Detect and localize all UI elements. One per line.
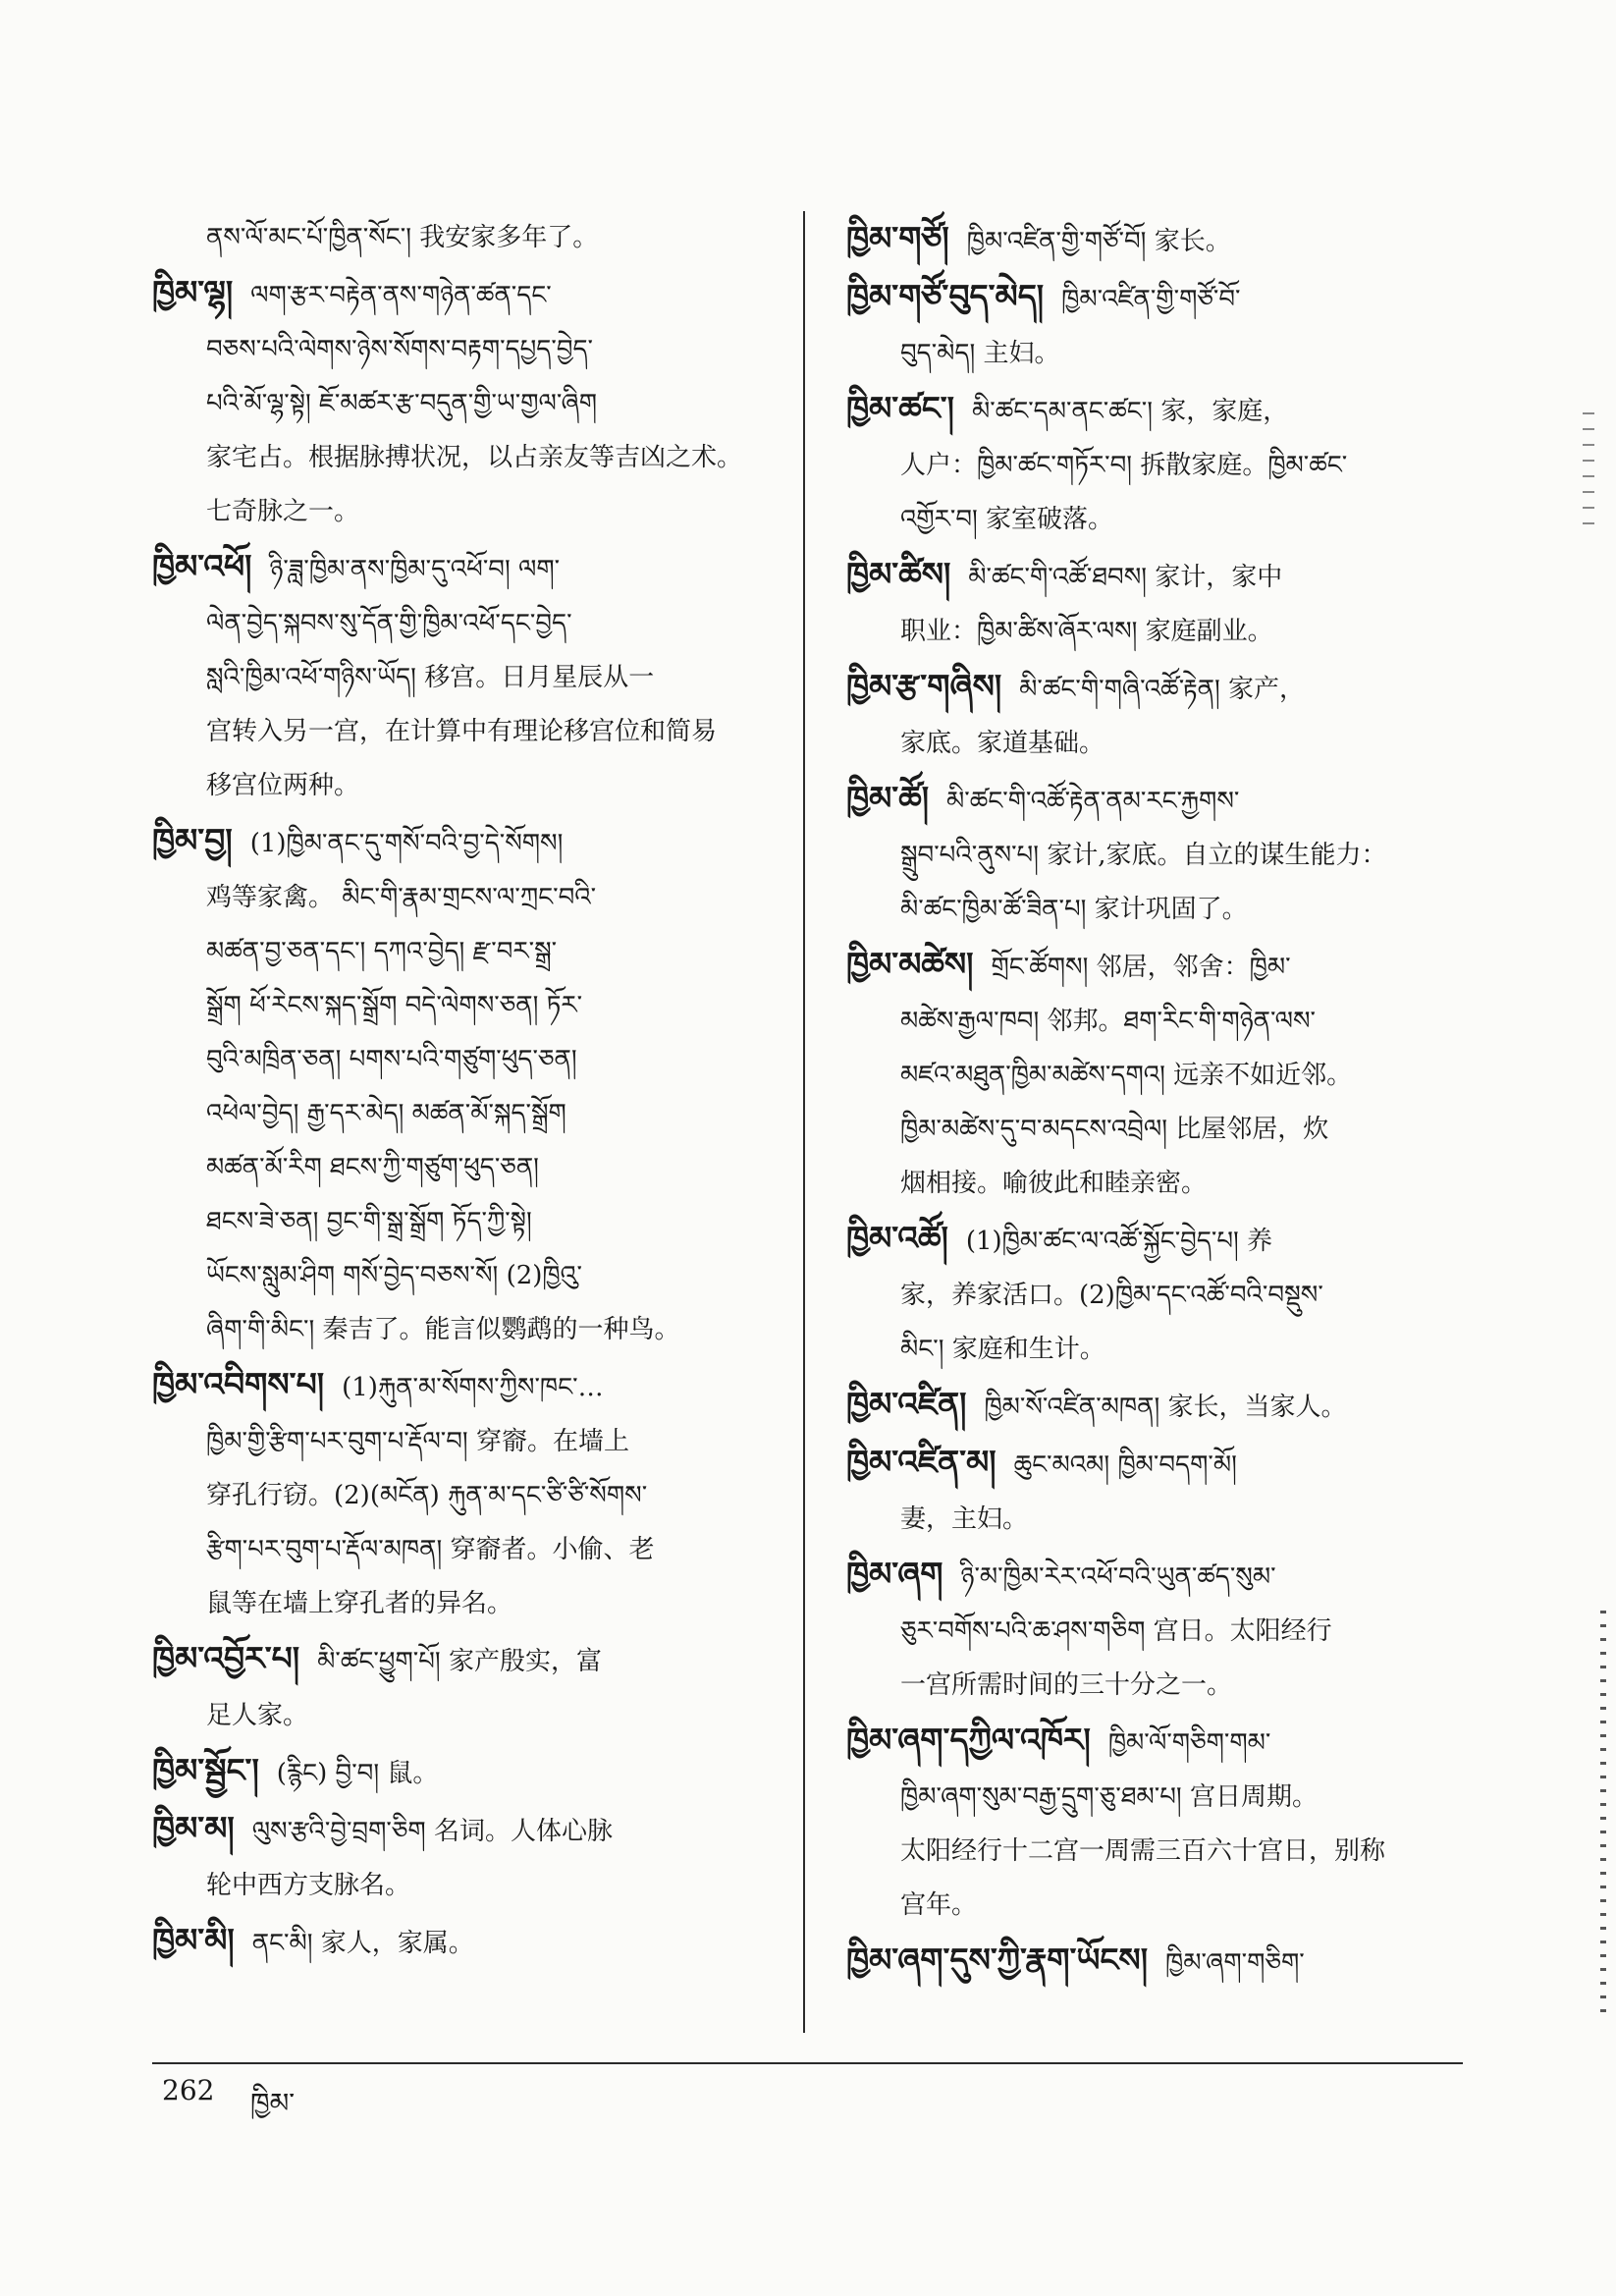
entry-line: ཆུང་མའམ། ཁྱིམ་བདག་མོ། — [1013, 1450, 1237, 1480]
entry-line: (1)རྐུན་མ་སོགས་ཀྱིས་ཁང་… — [342, 1373, 604, 1402]
footer-rule — [152, 2062, 1463, 2064]
entry-line: མིང་། 家庭和生计。 — [900, 1335, 1105, 1364]
entry-line: ཁྱིམ་སོ་འཛིན་མཁན། 家长，当家人。 — [984, 1393, 1347, 1422]
entry-headword: ཁྱིམ་སྦྱོང་། — [152, 1751, 259, 1789]
entry-line: ཡོངས་སླུམ་ཤིག གསོ་བྱེད་བཅས་སོ། (2)ཁྱིའུ་ — [206, 1261, 582, 1290]
entry-line: 足人家。 — [206, 1701, 309, 1730]
entry-line: 职业：ཁྱིམ་ཚིས་ཞོར་ལས། 家庭副业。 — [900, 617, 1273, 646]
entry-headword: ཁྱིམ་གཙོ། — [846, 219, 949, 257]
dictionary-entry — [846, 381, 1484, 547]
entry-line: (1)ཁྱིམ་ནང་དུ་གསོ་བའི་བྱ་དེ་སོགས། — [249, 829, 564, 858]
entry-line: ཁྱིམ་འཛིན་གྱི་གཙོ་བོ། 家长。 — [966, 227, 1231, 256]
page-number: 262 — [162, 2074, 215, 2106]
entry-line: 家宅占。根据脉搏状况，以占亲友等吉凶之术。 — [206, 443, 743, 472]
dictionary-entry — [152, 1743, 781, 1801]
dictionary-entry — [152, 539, 781, 813]
edge-marks-top — [1583, 412, 1594, 530]
entry-line: ནང་མི། 家人，家属。 — [251, 1929, 474, 1958]
dictionary-entry — [152, 1801, 781, 1913]
entry-line: ཁྱིམ་ཞག་གཅིག་ — [1165, 1948, 1305, 1978]
entry-line: མི་ཚང་ཕྱུག་པོ། 家产殷实，富 — [317, 1647, 602, 1676]
entry-line: གྲོང་ཚོགས། 邻居，邻舍：ཁྱིམ་ — [991, 953, 1291, 982]
entry-line: 鸡等家禽。 མིང་གི་རྣམ་གྲངས་ལ་ཀྲང་བའི་ — [206, 883, 597, 912]
entry-line: སྒྲོག ཕོ་རེངས་སྐད་སྒྲོག བདེ་ལེགས་ཅན། ཏོར་ — [206, 991, 583, 1020]
entry-line: མི་ཚང་དམ་ནང་ཚང་། 家，家庭， — [972, 397, 1289, 426]
entry-line: འགྱོར་བ། 家室破落。 — [900, 505, 1114, 534]
entry-line: མཛའ་མཐུན་ཁྱིམ་མཚེས་དགའ། 远亲不如近邻。 — [900, 1061, 1353, 1090]
dictionary-entry — [846, 771, 1484, 937]
entry-line: 鼠等在墙上穿孔者的异名。 — [206, 1589, 513, 1618]
entry-line: འཕེལ་བྱེད། རྒྱ་དར་མེད། མཚན་མོ་སྐད་སྒྲོག — [206, 1099, 566, 1128]
entry-line: ཐངས་ཟེ་ཅན། བྱང་གི་སྒྲ་སྒྲོག ཏོད་ཀྱི་སྟེ། — [206, 1207, 532, 1236]
entry-line: མི་ཚང་གི་འཚོ་རྟེན་ནམ་རང་རྐྱགས་ — [946, 787, 1240, 816]
dictionary-entry — [152, 211, 781, 265]
entry-headword: ཁྱིམ་གཙོ་བུད་མེད། — [846, 277, 1045, 315]
entry-line: ཁྱིམ་ལོ་གཅིག་གམ་ — [1107, 1728, 1271, 1758]
entry-line: མཚན་མོ་རིག ཐངས་ཀྱི་གཙུག་ཕུད་ཅན། — [206, 1153, 539, 1182]
entry-line: ནས་ལོ་མང་པོ་ཁྱིན་སོང་། 我安家多年了。 — [206, 223, 599, 252]
entry-line: 七奇脉之一。 — [206, 497, 360, 526]
dictionary-entry — [846, 1547, 1484, 1713]
entry-line: ཁྱིམ་མཚེས་དུ་བ་མདངས་འབྲེལ། 比屋邻居，炊 — [900, 1115, 1329, 1144]
entry-line: 宫转入另一宫，在计算中有理论移宫位和简易 — [206, 717, 718, 746]
entry-line: ཞིག་གི་མིང་། 秦吉了。能言似鹦鹉的一种鸟。 — [206, 1315, 680, 1344]
dictionary-entry — [152, 813, 781, 1357]
right-column — [846, 211, 1484, 1991]
entry-line: སྒྲུབ་པའི་ནུས་པ། 家计,家底。自立的谋生能力： — [900, 841, 1387, 870]
entry-headword: ཁྱིམ་ཚང་། — [846, 389, 954, 427]
dictionary-entry — [846, 1713, 1484, 1933]
edge-marks — [1600, 1611, 1606, 2023]
entry-line: ལུས་རྩའི་བྱེ་བྲག་ཅིག 名词。人体心脉 — [251, 1817, 613, 1846]
entry-headword: ཁྱིམ་འཕོ། — [152, 547, 252, 585]
left-column — [152, 211, 781, 1971]
dictionary-entry — [152, 1631, 781, 1743]
entry-line: ཉི་མ་ཁྱིམ་རེར་འཕོ་བའི་ཡུན་ཚད་སུམ་ — [960, 1562, 1276, 1592]
entry-headword: ཁྱིམ་འཛིན། — [846, 1385, 967, 1423]
entry-line: མི་ཚང་གི་འཚོ་ཐབས། 家计，家中 — [968, 563, 1283, 592]
entry-line: པའི་མོ་ལྷ་སྟེ། ཇོ་མཚར་རྩ་བདུན་གྱི་ཡ་གྱལ་ཞིག — [206, 389, 598, 418]
entry-headword: ཁྱིམ་ཚིས། — [846, 555, 951, 593]
entry-line: 轮中西方支脉名。 — [206, 1871, 411, 1900]
dictionary-entry — [846, 1435, 1484, 1547]
entry-line: མི་ཚང་གི་གཞི་འཚོ་རྟེན། 家产， — [1019, 675, 1306, 704]
entry-line: 人户：ཁྱིམ་ཚང་གཏོར་བ། 拆散家庭。ཁྱིམ་ཚང་ — [900, 451, 1348, 480]
entry-line: 家，养家活口。(2)ཁྱིམ་དང་འཚོ་བའི་བསྡུས་ — [900, 1281, 1323, 1310]
dictionary-entry — [846, 269, 1484, 381]
entry-headword: ཁྱིམ་ཞག་དུས་ཀྱི་རྣག་ཡོངས། — [846, 1941, 1149, 1979]
entry-headword: ཁྱིམ་འཛིན་མ། — [846, 1443, 997, 1481]
entry-headword: ཁྱིམ་འཚོ། — [846, 1219, 948, 1257]
entry-line: 烟相接。喻彼此和睦亲密。 — [900, 1169, 1208, 1198]
dictionary-entry — [846, 659, 1484, 771]
dictionary-entry — [846, 1933, 1484, 1991]
entry-line: (རྙིང) བྱི་བ། 鼠。 — [276, 1759, 439, 1788]
dictionary-entry — [846, 937, 1484, 1211]
entry-headword: ཁྱིམ་འབྱོར་པ། — [152, 1639, 300, 1677]
entry-line: ལག་རྩར་བརྟེན་ནས་གཉེན་ཚན་དང་ — [250, 281, 552, 310]
dictionary-entry — [152, 1913, 781, 1971]
entry-line: (1)ཁྱིམ་ཚང་ལ་འཚོ་སྐྱོང་བྱེད་པ། 养 — [965, 1227, 1273, 1256]
entry-line: མཚན་བྱ་ཅན་དང་། དཀའ་བྱེད། རྫ་བར་སྒྲ་ — [206, 937, 558, 966]
entry-headword: ཁྱིམ་བྱ། — [152, 821, 233, 859]
entry-headword: ཁྱིམ་ཚོ། — [846, 779, 930, 817]
entry-line: ལེན་བྱེད་སྐབས་སུ་དོན་གྱི་ཁྱིམ་འཕོ་དང་བྱེད་ — [206, 609, 572, 638]
entry-line: ཅུར་བགོས་པའི་ཆ་ཤས་གཅིག 宫日。太阳经行 — [900, 1616, 1332, 1646]
entry-line: 一宫所需时间的三十分之一。 — [900, 1670, 1233, 1700]
entry-line: 家底。家道基础。 — [900, 729, 1105, 758]
running-head: ཁྱིམ་ — [250, 2087, 296, 2119]
entry-line: རྩིག་པར་བུག་པ་རྡོལ་མཁན། 穿窬者。小偷、老 — [206, 1535, 655, 1564]
entry-line: བུད་མེད། 主妇。 — [900, 339, 1060, 368]
entry-headword: ཁྱིམ་ཞག་དཀྱིལ་འཁོར། — [846, 1721, 1091, 1759]
entry-line: སླའི་ཁྱིམ་འཕོ་གཉིས་ཡོད། 移宫。日月星辰从一 — [206, 663, 655, 692]
entry-line: 移宫位两种。 — [206, 771, 360, 800]
entry-line: བུའི་མཁྲིན་ཅན། པགས་པའི་གཙུག་ཕུད་ཅན། — [206, 1045, 577, 1074]
entry-line: བཅས་པའི་ལེགས་ཉེས་སོགས་བརྟག་དཔྱད་བྱེད་ — [206, 335, 594, 364]
column-divider — [803, 211, 805, 2033]
entry-headword: ཁྱིམ་མཚེས། — [846, 945, 974, 983]
entry-line: 妻，主妇。 — [900, 1504, 1029, 1534]
entry-headword: ཁྱིམ་ཞག — [846, 1555, 943, 1593]
dictionary-entry — [846, 211, 1484, 269]
entry-line: ཁྱིམ་ཞག་སུམ་བརྒྱ་དྲུག་ཅུ་ཐམ་པ། 宫日周期。 — [900, 1782, 1318, 1812]
dictionary-entry — [846, 1377, 1484, 1435]
entry-headword: ཁྱིམ་མ། — [152, 1809, 235, 1847]
entry-line: ཁྱིམ་གྱི་རྩིག་པར་བུག་པ་རྡོལ་བ། 穿窬。在墙上 — [206, 1427, 629, 1456]
dictionary-entry — [846, 547, 1484, 659]
entry-line: 宫年。 — [900, 1890, 978, 1920]
dictionary-entry — [846, 1211, 1484, 1377]
dictionary-entry — [152, 265, 781, 539]
entry-line: ཁྱིམ་འཛིན་གྱི་གཙོ་བོ་ — [1061, 285, 1241, 314]
entry-headword: ཁྱིམ་འབིགས་པ། — [152, 1365, 325, 1403]
entry-line: མི་ཚང་ཁྱིམ་ཚོ་ཟིན་པ། 家计巩固了。 — [900, 895, 1248, 924]
entry-line: མཚེས་རྒྱལ་ཁབ། 邻邦。ཐག་རིང་གི་གཉེན་ལས་ — [900, 1007, 1316, 1036]
entry-headword: ཁྱིམ་མི། — [152, 1921, 235, 1959]
entry-headword: ཁྱིམ་ལྷ། — [152, 273, 234, 311]
entry-headword: ཁྱིམ་རྩ་གཞིས། — [846, 667, 1002, 705]
entry-line: ཉི་ཟླ་ཁྱིམ་ནས་ཁྱིམ་དུ་འཕོ་བ། ལག་ — [269, 555, 561, 584]
dictionary-entry — [152, 1357, 781, 1631]
entry-line: 太阳经行十二宫一周需三百六十宫日，别称 — [900, 1836, 1386, 1866]
entry-line: 穿孔行窃。(2)(མངོན) རྐུན་མ་དང་ཙི་ཙི་སོགས་ — [206, 1481, 648, 1510]
